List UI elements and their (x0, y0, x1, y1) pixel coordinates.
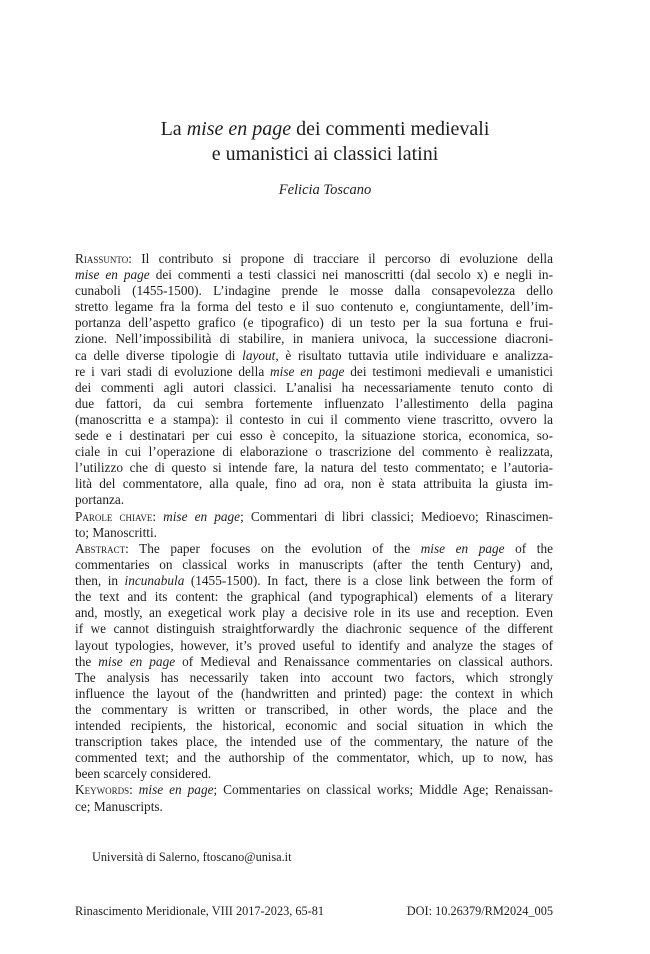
text-run: ; Commentaries on classical works; Middle Age; Renaissan- (213, 782, 553, 798)
abstract-line (75, 734, 553, 750)
abstract-line (75, 557, 553, 573)
section-label: Keywords (75, 782, 130, 798)
section-label: Parole chiave (75, 508, 153, 524)
riassunto-line (75, 412, 553, 428)
text-run: layout typologies, however, it’s proved useful to identify and analyze the stages of (75, 637, 553, 653)
italic-term: mise en page (420, 541, 505, 556)
riassunto-line (75, 267, 553, 283)
text-run: dei testimoni medievali e umanistici (344, 363, 553, 379)
text-run: the text and its content: the graphical (and typographical) elements of a literary (75, 589, 553, 605)
text-run: lità del commentatore, alla quale, fino ad ora, non è stata attribuita la giusta im- (75, 476, 553, 492)
text-run: ; Commentari di libri classici; Medioevo; Rinascimen- (240, 508, 553, 524)
italic-term: mise en page (138, 782, 214, 798)
author-affiliation: Università di Salerno, ftoscano@unisa.it (92, 850, 292, 864)
text-run: ciale in cui l’operazione di elaborazione o trascrizione del commento è realizzata, (75, 444, 553, 460)
abstract-line (75, 718, 553, 734)
abstract-line (75, 670, 553, 686)
section-label: Abstract (75, 541, 126, 556)
text-run: The analysis has necessarily taken into account two factors, which strongly (75, 669, 553, 685)
text-run: (1455-1500). In fact, there is a close link between the form of (184, 573, 553, 589)
text-run: then, in (75, 573, 125, 589)
abstract-line (75, 621, 553, 637)
riassunto-line (75, 299, 553, 315)
text-run: transcription takes place, the intended use of the commentary, the nature of the (75, 734, 553, 750)
text-run: zione. Nell’impossibilità di stabilire, in maniera univoca, la successione diacroni- (75, 331, 553, 347)
text-run: due fattori, da cui sembra fortemente influenzato l’allestimento della pagina (75, 395, 553, 411)
author-name: Felicia Toscano (278, 182, 372, 198)
italic-term: incunabula (124, 573, 185, 589)
abstract-line (75, 750, 553, 766)
text-run: : (152, 508, 164, 524)
italic-term: mise en page (98, 653, 176, 669)
text-run: dei commenti agli autori classici. L’analisi ha necessariamente tenuto conto di (75, 379, 553, 395)
abstract-section (75, 541, 553, 815)
abstract-line (75, 799, 553, 815)
abstract-line (75, 782, 553, 798)
abstract-line (75, 638, 553, 654)
abstract-line (75, 573, 553, 589)
text-run: : (129, 782, 139, 798)
riassunto-line (75, 331, 553, 347)
text-run: ca delle diverse tipologie di (75, 347, 243, 363)
paper-title (75, 117, 575, 167)
italic-term: mise en page (75, 267, 150, 283)
text-run: re i vari stadi di evoluzione della (75, 363, 271, 379)
text-run: of the (504, 541, 553, 556)
riassunto-line (75, 364, 553, 380)
text-run: intended recipients, the historical, economic and social situation in which the (75, 718, 553, 734)
text-run: dei commenti a testi classici nei manoscritti (dal secolo x) e negli in- (149, 267, 553, 283)
text-run: commented text; and the authorship of the commentator, which, up to now, has (75, 750, 553, 766)
riassunto-line (75, 396, 553, 412)
riassunto-line (75, 492, 553, 508)
text-run: the commentary is written or transcribed, in other words, the place and the (75, 701, 553, 717)
riassunto-line (75, 509, 553, 525)
riassunto-line (75, 525, 553, 541)
abstract-line (75, 541, 553, 557)
text-run: to; Manoscritti. (75, 524, 157, 540)
text-run: the (75, 653, 99, 669)
text-run: ce; Manuscripts. (75, 798, 163, 814)
text-run: , è risultato tuttavia utile individuare e analizza- (275, 347, 553, 363)
riassunto-line (75, 380, 553, 396)
riassunto-line (75, 476, 553, 492)
italic-term: mise en page (163, 508, 241, 524)
text-run: been scarcely considered. (75, 766, 212, 782)
text-run: (manoscritta e a stampa): il contesto in cui il commento viene trascritto, ovvero la (75, 411, 553, 427)
text-run: portanza. (75, 492, 125, 508)
riassunto-line (75, 251, 553, 267)
abstract-line (75, 589, 553, 605)
riassunto-line (75, 348, 553, 364)
text-run: if we cannot distinguish straightforwardly the diachronic sequence of the different (75, 621, 553, 637)
title-italic-term: mise en page (186, 118, 292, 140)
section-label: Riassunto (75, 251, 129, 266)
text-run: and, mostly, an exegetical work play a decisive role in its use and reception. Even (75, 605, 553, 621)
italic-term: mise en page (270, 363, 345, 379)
text-run: portanza dell’aspetto grafico (e tipografico) di un testo per la sua fortuna e frui- (75, 315, 553, 331)
abstract-line (75, 605, 553, 621)
italic-term: layout (242, 347, 276, 363)
title-line-2: e umanistici ai classici latini (211, 143, 439, 165)
text-run: cunaboli (1455-1500). L’indagine prende le mosse dalla consapevolezza dello (75, 283, 553, 299)
text-run: commentaries on classical works in manuscripts (after the tenth Century) and, (75, 557, 553, 573)
riassunto-line (75, 315, 553, 331)
text-run: : Il contributo si propone di tracciare il percorso di evoluzione della (128, 251, 553, 266)
riassunto-line (75, 428, 553, 444)
journal-citation: Rinascimento Meridionale, VIII 2017-2023, 65-81 (75, 904, 325, 918)
abstract-line (75, 766, 553, 782)
text-run: : The paper focuses on the evolution of the (125, 541, 421, 556)
abstract-line (75, 654, 553, 670)
abstract-line (75, 686, 553, 702)
text-run: of Medieval and Renaissance commentaries on classical authors. (175, 653, 553, 669)
doi: DOI: 10.26379/RM2024_005 (406, 904, 553, 918)
riassunto-line (75, 460, 553, 476)
text-run: influence the layout of the (handwritten and printed) page: the context in which (75, 685, 553, 701)
text-run: l’utilizzo che di questo si intende fare, la natura del testo commentato; e l’autoria- (75, 460, 553, 476)
text-run: sede e i destinatari per cui esso è concepito, la situazione storica, economica, so- (75, 428, 553, 444)
abstract-line (75, 702, 553, 718)
riassunto-line (75, 283, 553, 299)
text-run: stretto legame fra la forma del testo e il suo contenuto e, congiuntamente, dell’im- (75, 299, 553, 315)
title-line-1: La mise en page dei commenti medievali (160, 118, 490, 140)
riassunto-section (75, 251, 553, 541)
riassunto-line (75, 444, 553, 460)
